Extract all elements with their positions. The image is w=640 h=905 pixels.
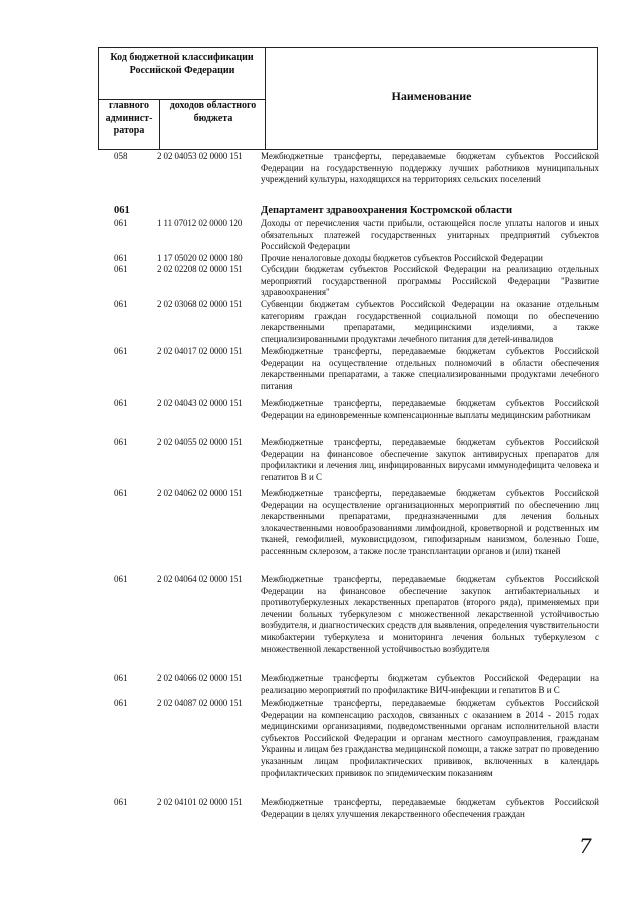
row-name: Межбюджетные трансферты, передаваемые бюджетам субъектов Российской Федерации на компенсацию расходов, связанных с оказанием в 2014 - 2015 годах медицинскими организациями, подведомственными органам исполнительной власти субъектов Российской Федерации и органам местного самоуправления, гражданам Украины и лицам без гражданства медицинской помощи, а также затрат по проведению указанным лицам профилактических прививок, включенных в календарь профилактических прививок по эпидемическим показаниям <box>261 698 599 778</box>
row-admin-code: 058 <box>114 151 128 161</box>
row-admin-code: 061 <box>114 205 130 216</box>
row-income-code: 2 02 04055 02 0000 151 <box>157 437 243 447</box>
table-header <box>98 47 598 150</box>
row-name: Межбюджетные трансферты, передаваемые бюджетам субъектов Российской Федерации на финансовое обеспечение закупок антибактериальных и противотуберкулезных лекарственных препаратов (второго ряда), применяемых при лечении больных туберкулезом с множественной лекарственной устойчивостью возбудителя, и диагностических средств для выявления, определения чувствительности микобактерии туберкулеза и мониторинга лечения больных туберкулезом с множественной лекарственной устойчивостью возбудителя <box>261 574 599 654</box>
row-income-code: 2 02 04043 02 0000 151 <box>157 398 243 408</box>
row-admin-code: 061 <box>114 398 128 408</box>
row-income-code: 2 02 04062 02 0000 151 <box>157 488 243 498</box>
row-name: Межбюджетные трансферты бюджетам субъектов Российской Федерации на реализацию мероприятий по профилактике ВИЧ-инфекции и гепатитов В и С <box>261 673 599 695</box>
row-income-code: 2 02 03068 02 0000 151 <box>157 299 243 309</box>
row-admin-code: 061 <box>114 797 128 807</box>
row-name: Межбюджетные трансферты, передаваемые бюджетам субъектов Российской Федерации на единовременные компенсационные выплаты медицинским работникам <box>261 398 599 420</box>
row-admin-code: 061 <box>114 673 128 683</box>
row-admin-code: 061 <box>114 574 128 584</box>
row-name: Прочие неналоговые доходы бюджетов субъектов Российской Федерации <box>261 253 543 263</box>
row-admin-code: 061 <box>114 698 128 708</box>
row-income-code: 2 02 04066 02 0000 151 <box>157 673 243 683</box>
row-income-code: 2 02 04017 02 0000 151 <box>157 346 243 356</box>
header-group-title: Код бюджетной классификации Российской Федерации <box>110 52 254 76</box>
row-admin-code: 061 <box>114 264 128 274</box>
row-income-code: 2 02 04087 02 0000 151 <box>157 698 243 708</box>
page-number: 7 <box>579 834 592 858</box>
row-admin-code: 061 <box>114 488 128 498</box>
row-admin-code: 061 <box>114 346 128 356</box>
row-income-code: 1 17 05020 02 0000 180 <box>157 253 243 263</box>
row-name: Межбюджетные трансферты, передаваемые бюджетам субъектов Российской Федерации в целях улучшения лекарственного обеспечения граждан <box>261 797 599 819</box>
row-income-code: 2 02 02208 02 0000 151 <box>157 264 243 274</box>
row-income-code: 2 02 04064 02 0000 151 <box>157 574 243 584</box>
department-title: Департамент здравоохранения Костромской области <box>261 205 512 216</box>
row-income-code: 2 02 04101 02 0000 151 <box>157 797 243 807</box>
header-col-admin: главного админист- ратора <box>105 100 153 136</box>
header-col-income: доходов областного бюджета <box>169 100 257 124</box>
row-admin-code: 061 <box>114 299 128 309</box>
row-admin-code: 061 <box>114 218 128 228</box>
row-income-code: 2 02 04053 02 0000 151 <box>157 151 243 161</box>
row-name: Межбюджетные трансферты, передаваемые бюджетам субъектов Российской Федерации на финансовое обеспечение закупок антивирусных препаратов для профилактики и лечения лиц, инфицированных вирусами иммунодефицита человека и гепатитов В и С <box>261 437 599 482</box>
header-col-name: Наименование <box>391 89 472 103</box>
row-name: Доходы от перечисления части прибыли, остающейся после уплаты налогов и иных обязательных платежей государственных унитарных предприятий субъектов Российской Федерации <box>261 218 599 252</box>
header-divider <box>159 99 160 149</box>
row-name: Межбюджетные трансферты, передаваемые бюджетам субъектов Российской Федерации на осуществление отдельных полномочий в области обеспечения лекарственными препаратами, а также специализированными продуктами лечебного питания <box>261 346 599 391</box>
row-name: Межбюджетные трансферты, передаваемые бюджетам субъектов Российской Федерации на государственную поддержку лучших работников муниципальных учреждений культуры, находящихся на территориях сельских поселений <box>261 151 599 185</box>
row-admin-code: 061 <box>114 253 128 263</box>
row-admin-code: 061 <box>114 437 128 447</box>
row-name: Межбюджетные трансферты, передаваемые бюджетам субъектов Российской Федерации на осуществление организационных мероприятий по обеспечению лиц лекарственными препаратами, предназначенными для лечения больных злокачественными новообразованиями лимфоидной, кроветворной и родственных им тканей, гемофилией, муковисцидозом, гипофизарным нанизмом, болезнью Гоше, рассеянным склерозом, а также после трансплантации органов и (или) тканей <box>261 488 599 556</box>
row-income-code: 1 11 07012 02 0000 120 <box>157 218 243 228</box>
row-name: Субсидии бюджетам субъектов Российской Федерации на реализацию отдельных мероприятий государственной программы Российской Федерации "Развитие здравоохранения" <box>261 264 599 298</box>
row-name: Субвенции бюджетам субъектов Российской Федерации на оказание отдельным категориям граждан государственной социальной помощи по обеспечению лекарственными препаратами, медицинскими изделиями, а также специализированными продуктами лечебного питания для детей-инвалидов <box>261 299 599 344</box>
